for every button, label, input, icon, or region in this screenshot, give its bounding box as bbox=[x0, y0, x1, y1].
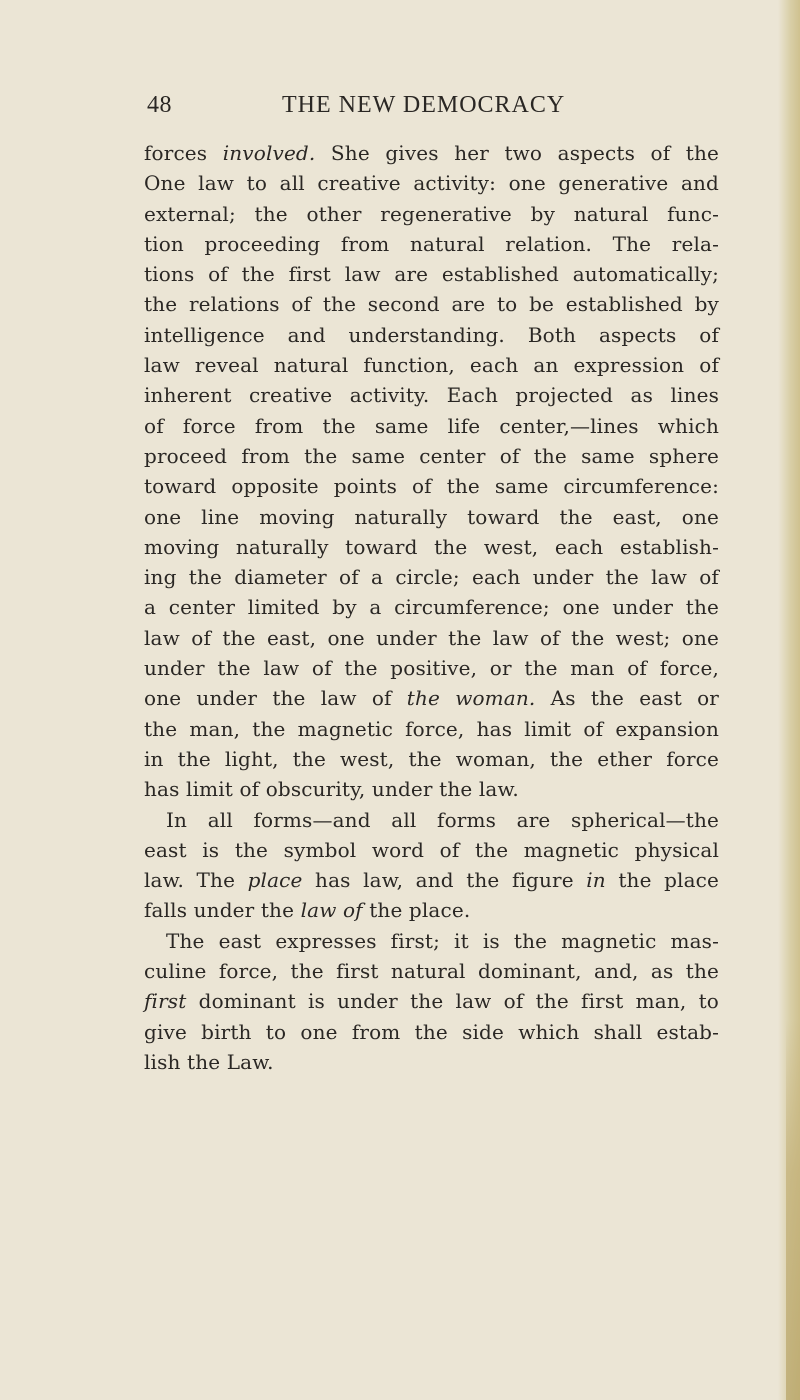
text-line bbox=[144, 623, 719, 653]
text-line bbox=[144, 592, 719, 622]
text-line bbox=[144, 380, 719, 410]
text-run: toward opposite points of the same circumference: bbox=[144, 474, 719, 499]
italic-text: involved. bbox=[222, 141, 316, 165]
text-run: the relations of the second are to be established by bbox=[144, 292, 719, 317]
text-run: in the light, the west, the woman, the ether force bbox=[144, 746, 719, 771]
text-run: external; the other regenerative by natural func- bbox=[144, 201, 719, 226]
text-run: give birth to one from the side which shall estab- bbox=[144, 1019, 719, 1044]
italic-text: first bbox=[144, 989, 187, 1014]
text-line bbox=[144, 926, 719, 956]
text-line bbox=[144, 168, 719, 198]
text-line bbox=[144, 1017, 719, 1047]
text-line bbox=[144, 956, 719, 986]
text-line bbox=[144, 320, 719, 350]
text-line bbox=[144, 138, 719, 168]
text-run: One law to all creative activity: one generative and bbox=[144, 171, 719, 196]
text-line bbox=[144, 774, 719, 804]
text-line bbox=[144, 350, 719, 380]
text-line bbox=[144, 259, 719, 289]
italic-text: in bbox=[586, 868, 606, 893]
text-line bbox=[144, 865, 719, 895]
text-line bbox=[144, 441, 719, 471]
text-line bbox=[144, 199, 719, 229]
text-run: under the law of the positive, or the man of force, bbox=[144, 656, 719, 681]
text-run: ing the diameter of a circle; each under the law of bbox=[144, 565, 719, 590]
text-line bbox=[144, 744, 719, 774]
text-run: one under the law of bbox=[144, 686, 407, 711]
text-run: of force from the same life center,—lines which bbox=[144, 413, 719, 438]
text-run: law of the east, one under the law of the west; one bbox=[144, 625, 719, 650]
text-run: proceed from the same center of the same sphere bbox=[144, 443, 719, 468]
text-line bbox=[144, 986, 719, 1016]
text-run: In all forms—and all forms are spherical—the bbox=[166, 807, 719, 832]
text-run: tions of the first law are established automatically; bbox=[144, 262, 719, 287]
text-line bbox=[144, 289, 719, 319]
running-head: THE NEW DEMOCRACY bbox=[282, 92, 566, 118]
text-run: She gives her two aspects of the bbox=[315, 141, 719, 165]
text-run: tion proceeding from natural relation. The rela- bbox=[144, 231, 719, 256]
text-line bbox=[144, 683, 719, 713]
italic-text: law of bbox=[300, 898, 363, 923]
text-run: As the east or bbox=[535, 686, 720, 711]
text-line bbox=[144, 229, 719, 259]
italic-text: place bbox=[247, 868, 303, 893]
text-run: intelligence and understanding. Both aspects of bbox=[144, 322, 719, 347]
text-line bbox=[144, 805, 719, 835]
page-number: 48 bbox=[147, 92, 172, 118]
text-line bbox=[144, 562, 719, 592]
text-run: inherent creative activity. Each projected as lines bbox=[144, 383, 719, 408]
body-text bbox=[144, 138, 719, 1077]
text-line bbox=[144, 411, 719, 441]
text-run: has law, and the figure bbox=[302, 868, 587, 893]
text-run: law. The bbox=[144, 868, 248, 893]
text-line bbox=[144, 1047, 719, 1077]
text-run: the place bbox=[605, 868, 719, 893]
page-edge-stain bbox=[786, 1020, 800, 1400]
text-line bbox=[144, 502, 719, 532]
text-line bbox=[144, 895, 719, 925]
text-run: falls under the bbox=[144, 898, 301, 923]
text-run: The east expresses first; it is the magnetic mas- bbox=[166, 928, 719, 953]
text-run: the man, the magnetic force, has limit of expansion bbox=[144, 716, 719, 741]
text-line bbox=[144, 532, 719, 562]
italic-text: the woman. bbox=[406, 686, 536, 711]
text-line bbox=[144, 835, 719, 865]
text-run: the place. bbox=[362, 898, 471, 923]
text-line bbox=[144, 714, 719, 744]
text-run: dominant is under the law of the first man, to bbox=[186, 989, 719, 1014]
text-line bbox=[144, 653, 719, 683]
text-run: has limit of obscurity, under the law. bbox=[144, 777, 519, 802]
text-run: a center limited by a circumference; one under the bbox=[144, 595, 719, 620]
text-run: culine force, the first natural dominant, and, as the bbox=[144, 959, 719, 984]
text-run: one line moving naturally toward the east, one bbox=[144, 504, 719, 529]
page-header bbox=[147, 92, 707, 126]
text-run: law reveal natural function, each an expression of bbox=[144, 353, 719, 378]
text-run: forces bbox=[144, 141, 223, 165]
text-run: moving naturally toward the west, each establish- bbox=[144, 534, 719, 559]
text-run: lish the Law. bbox=[144, 1049, 274, 1074]
text-run: east is the symbol word of the magnetic physical bbox=[144, 837, 719, 862]
text-line bbox=[144, 471, 719, 501]
